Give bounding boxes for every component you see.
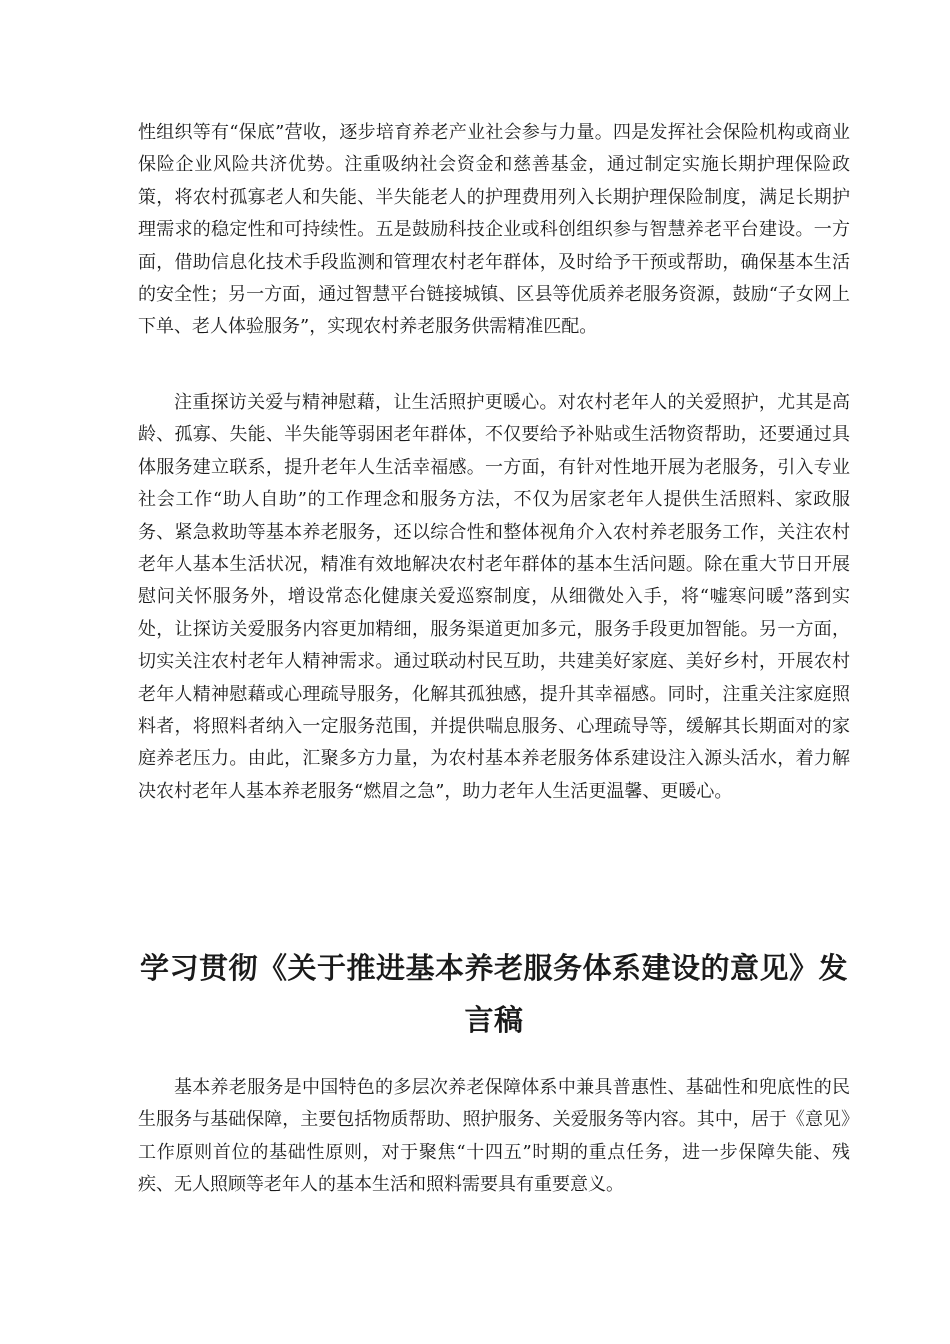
body-paragraph-continued: 性组织等有“保底”营收，逐步培育养老产业社会参与力量。四是发挥社会保险机构或商业保险企业风险共济优势。注重吸纳社会资金和慈善基金，通过制定实施长期护理保险政策，将农村孤寡老人和失能、半失能老人的护理费用列入长期护理保险制度，满足长期护理需求的稳定性和可持续性。五是鼓励科技企业或科创组织参与智慧养老平台建设。一方面，借助信息化技术手段监测和管理农村老年群体，及时给予干预或帮助，确保基本生活的安全性；另一方面，通过智慧平台链接城镇、区县等优质养老服务资源，鼓励“子女网上下单、老人体验服务”，实现农村养老服务供需精准匹配。	[138, 122, 850, 338]
body-paragraph-intro: 基本养老服务是中国特色的多层次养老保障体系中兼具普惠性、基础性和兜底性的民生服务与基础保障，主要包括物质帮助、照护服务、关爱服务等内容。其中，居于《意见》工作原则首位的基础性原则，对于聚焦“十四五”时期的重点任务，进一步保障失能、残疾、无人照顾等老年人的基本生活和照料需要具有重要意义。	[138, 1077, 850, 1196]
section-title: 学习贯彻《关于推进基本养老服务体系建设的意见》发言稿	[139, 951, 848, 1037]
body-paragraph-care-visits: 注重探访关爱与精神慰藉，让生活照护更暖心。对农村老年人的关爱照护，尤其是高龄、孤寡、失能、半失能等弱困老年群体，不仅要给予补贴或生活物资帮助，还要通过具体服务建立联系，提升老年人生活幸福感。一方面，有针对性地开展为老服务，引入专业社会工作“助人自助”的工作理念和服务方法，不仅为居家老年人提供生活照料、家政服务、紧急救助等基本养老服务，还以综合性和整体视角介入农村养老服务工作，关注农村老年人基本生活状况，精准有效地解决农村老年群体的基本生活问题。除在重大节日开展慰问关怀服务外，增设常态化健康关爱巡察制度，从细微处入手，将“嘘寒问暖”落到实处，让探访关爱服务内容更加精细，服务渠道更加多元，服务手段更加智能。另一方面，切实关注农村老年人精神需求。通过联动村民互助，共建美好家庭、美好乡村，开展农村老年人精神慰藉或心理疏导服务，化解其孤独感，提升其幸福感。同时，注重关注家庭照料者，将照料者纳入一定服务范围，并提供喘息服务、心理疏导等，缓解其长期面对的家庭养老压力。由此，汇聚多方力量，为农村基本养老服务体系建设注入源头活水，着力解决农村老年人基本养老服务“燃眉之急”，助力老年人生活更温馨、更暖心。	[138, 392, 850, 802]
